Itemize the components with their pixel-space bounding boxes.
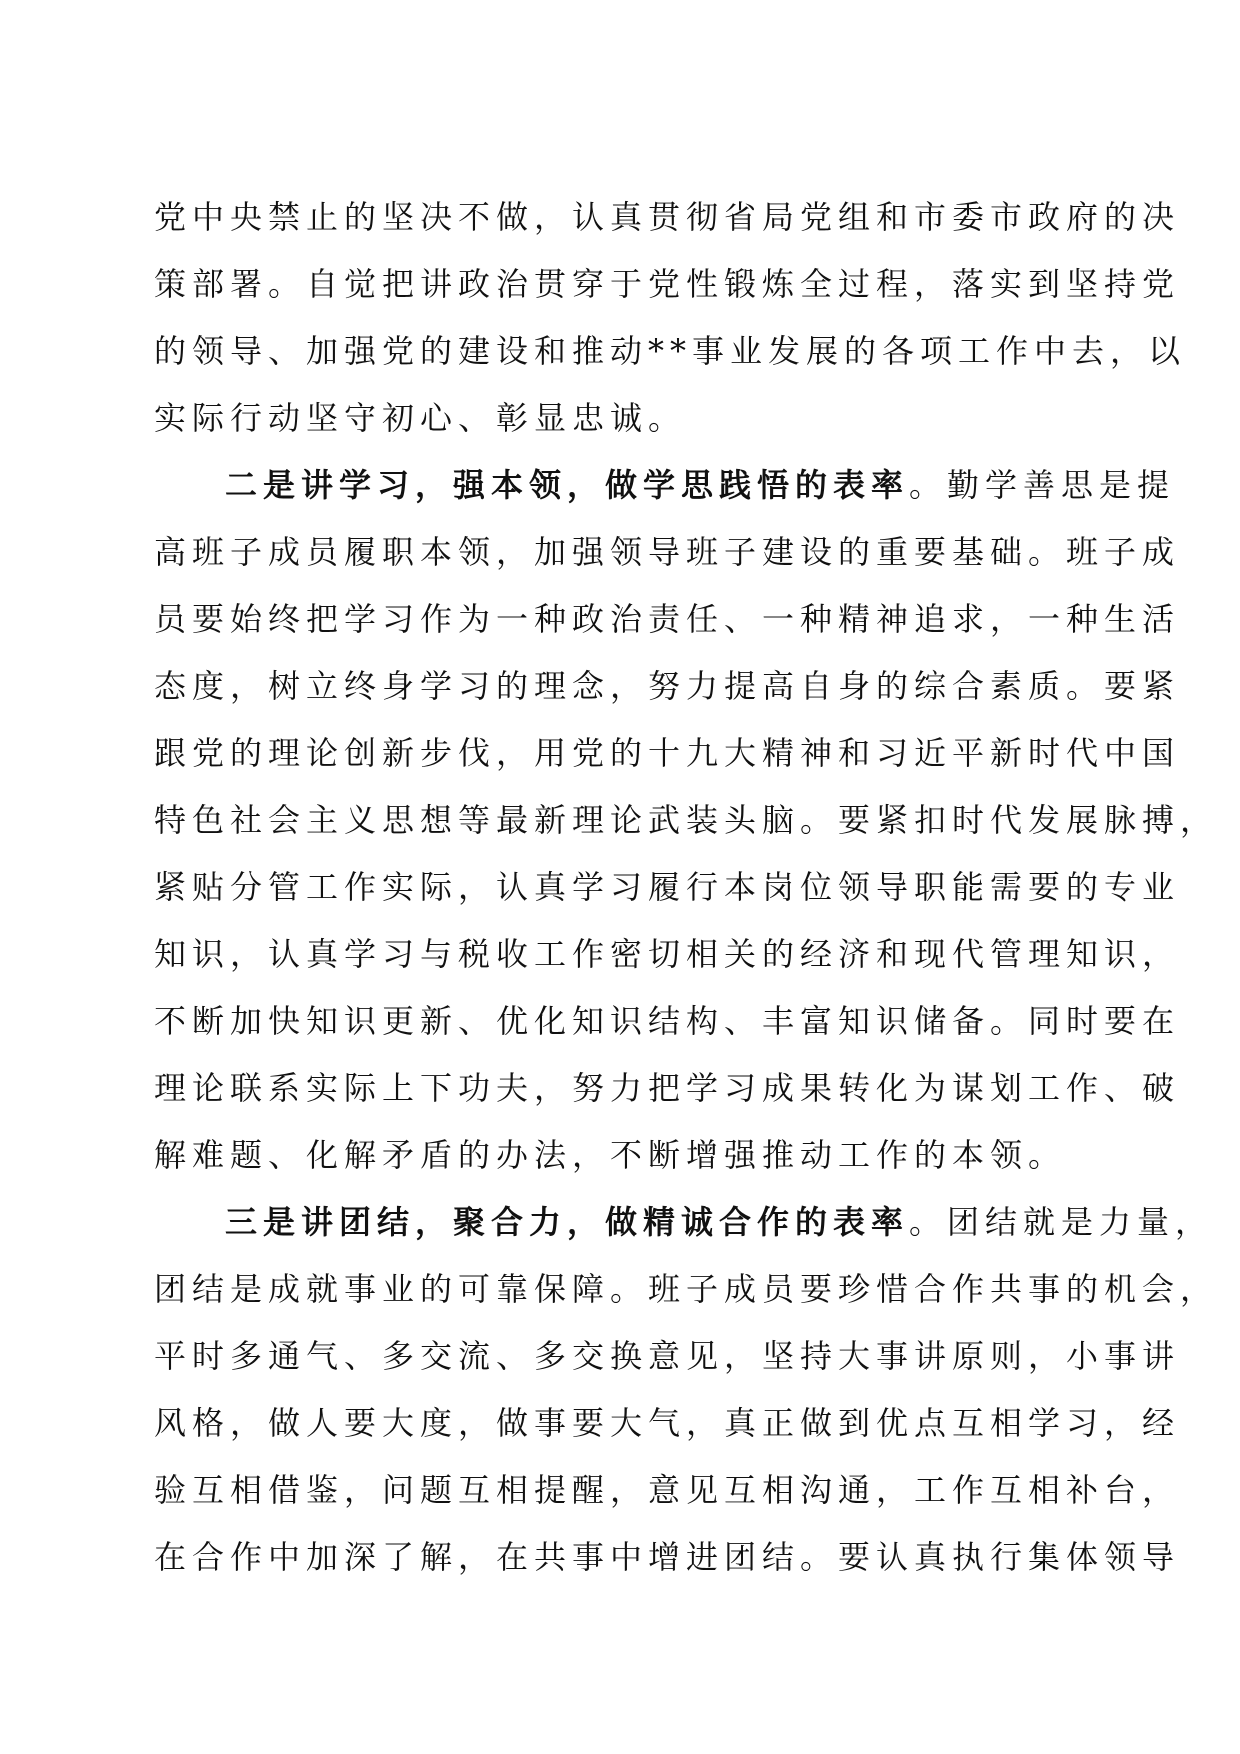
text-line: 员要始终把学习作为一种政治责任、一种精神追求，一种生活: [154, 600, 1181, 638]
paragraph-two-lead: 二是讲学习，强本领，做学思践悟的表率: [225, 466, 910, 504]
text-line: 解难题、化解矛盾的办法，不断增强推动工作的本领。: [154, 1136, 1067, 1174]
text-line: 理论联系实际上下功夫，努力把学习成果转化为谋划工作、破: [154, 1069, 1181, 1107]
text-line: 不断加快知识更新、优化知识结构、丰富知识储备。同时要在: [154, 1002, 1181, 1040]
text-line: 策部署。自觉把讲政治贯穿于党性锻炼全过程，落实到坚持党: [154, 265, 1181, 303]
text-line: 团结是成就事业的可靠保障。班子成员要珍惜合作共事的机会，: [154, 1270, 1219, 1308]
text-line: 在合作中加深了解，在共事中增进团结。要认真执行集体领导: [154, 1538, 1181, 1576]
text-line: 知识，认真学习与税收工作密切相关的经济和现代管理知识，: [154, 935, 1181, 973]
text-line: 实际行动坚守初心、彰显忠诚。: [154, 399, 687, 437]
text-line: 风格，做人要大度，做事要大气，真正做到优点互相学习，经: [154, 1404, 1181, 1442]
text-line: 紧贴分管工作实际，认真学习履行本岗位领导职能需要的专业: [154, 868, 1181, 906]
text-line: 高班子成员履职本领，加强领导班子建设的重要基础。班子成: [154, 533, 1181, 571]
text-line: 平时多通气、多交流、多交换意见，坚持大事讲原则，小事讲: [154, 1337, 1181, 1375]
paragraph-three-first-line: [154, 1189, 1214, 1256]
text-line: 的领导、加强党的建设和推动**事业发展的各项工作中去，以: [154, 332, 1187, 370]
text-line: 特色社会主义思想等最新理论武装头脑。要紧扣时代发展脉搏，: [154, 801, 1219, 839]
paragraph-two-first-line-rest: 。勤学善思是提: [909, 466, 1176, 504]
document-body: [154, 184, 1219, 1591]
text-line: 党中央禁止的坚决不做，认真贯彻省局党组和市委市政府的决: [154, 198, 1181, 236]
text-line: 验互相借鉴，问题互相提醒，意见互相沟通，工作互相补台，: [154, 1471, 1181, 1509]
text-line: 跟党的理论创新步伐，用党的十九大精神和习近平新时代中国: [154, 734, 1181, 772]
text-line: 态度，树立终身学习的理念，努力提高自身的综合素质。要紧: [154, 667, 1181, 705]
paragraph-two-first-line: [154, 452, 1176, 519]
paragraph-three-first-line-rest: 。团结就是力量，: [909, 1203, 1214, 1241]
paragraph-three-lead: 三是讲团结，聚合力，做精诚合作的表率: [225, 1203, 910, 1241]
